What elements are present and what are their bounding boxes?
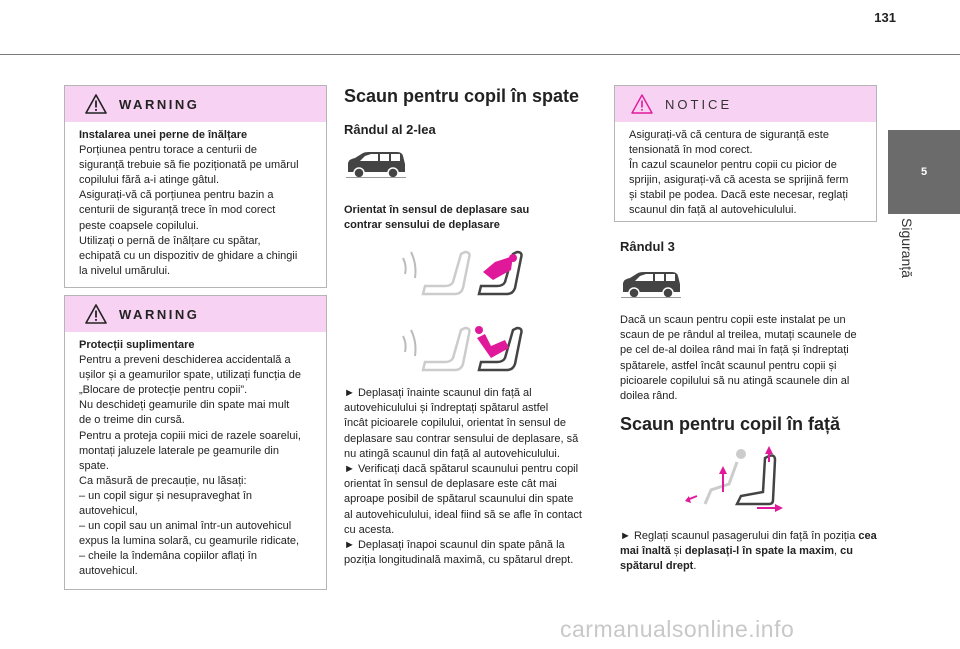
warning-box-protection (64, 295, 327, 590)
rear-seat-title: Scaun pentru copil în spate (344, 86, 580, 106)
front-seat-bold-back: deplasați-l în spate la maxim (684, 545, 834, 558)
warning-triangle-icon (85, 304, 107, 324)
rear-seat-instructions: ► Deplasați înainte scaunul din față al autovehiculului și îndreptați spătarul astfel încât picioarele copilului, orientat în sensul de deplasare sau contrar sensului de deplasare, să nu atingă scaunul din față al autovehiculului. ► Verificați dacă spătarul scaunului pentru copil orientat în sensul de deplasare este cât mai aproape posibil de spătarul scaunului din spate al autovehiculului, ideal fiind să se afle în contact cu acesta. ► Deplasați înapoi scaunul din spate până la poziția longitudinală maximă, cu spătarul drept. (344, 387, 582, 567)
front-passenger-seat-adjust-icon (685, 446, 785, 514)
header-divider (0, 54, 960, 55)
car-icon (345, 150, 407, 180)
warning-triangle-icon (85, 94, 107, 114)
notice-box (614, 85, 877, 222)
forward-facing-child-seat-icon (395, 248, 525, 306)
warning-heading: Protecții suplimentare (79, 339, 195, 351)
page-number: 131 (874, 10, 896, 25)
car-icon (620, 270, 682, 300)
rear-facing-child-seat-icon (395, 318, 525, 376)
row2-title: Rândul al 2-lea (344, 122, 436, 137)
warning-text: Pentru a preveni deschiderea accidentală a ușilor și a geamurilor spate, utilizați funcția de „Blocare de protecție pentru copii”. Nu deschideți geamurile din spate mai mult de o treime din cursă. Pentru a proteja copiii mici de razele soarelui, montați jaluzele laterale pe geamurile din spate. Ca măsură de precauție, nu lăsați: – un copil sigur și nesupraveghat în autovehicul, – un copil sau un animal într-un autovehicul expus la lumina solară, cu geamurile ridicate, – cheile la îndemâna copiilor aflați în autovehicul. (79, 354, 301, 578)
chapter-tab[interactable] (888, 130, 960, 214)
warning-header (65, 86, 326, 122)
warning-box-booster (64, 85, 327, 288)
chapter-label: Siguranță (899, 218, 915, 278)
notice-header (615, 86, 876, 122)
watermark: carmanualsonline.info (560, 616, 795, 642)
orientation-heading: Orientat în sensul de deplasare sau contrar sensului de deplasare (344, 204, 530, 231)
row3-text: Dacă un scaun pentru copii este instalat pe un scaun de pe rândul al treilea, mutați scaunele de pe cel de-al doilea rând mai în față și îndreptați spătarele, astfel încât scaunul pentru copii și picioarele copilului să nu atingă scaunele din al doilea rând. (620, 314, 857, 403)
chapter-number: 5 (920, 166, 928, 178)
warning-header (65, 296, 326, 332)
notice-triangle-icon (631, 94, 653, 114)
front-seat-bold-highest: cea mai înaltă (620, 530, 877, 558)
front-seat-title: Scaun pentru copil în față (620, 414, 841, 434)
warning-text: Porțiunea pentru torace a centurii de siguranță trebuie să fie poziționată pe umărul copilului fără a-i atinge gâtul. Asigurați-vă că porțiunea pentru bazin a centurii de siguranță trece în mod corect peste coapsele copilului. Utilizați o pernă de înălțare cu spătar, echipată cu un dispozitiv de ghidare a chingii la nivelul umărului. (79, 144, 299, 277)
front-seat-bold-upright: cu spătarul drept (620, 545, 853, 573)
warning-title: WARNING (119, 96, 200, 112)
row3-title: Rândul 3 (620, 239, 675, 254)
notice-title: NOTICE (665, 96, 733, 112)
warning-heading: Instalarea unei perne de înălțare (79, 129, 248, 141)
front-seat-text: ► Reglați scaunul pasagerului din față în poziția cea mai înaltă și deplasați-l în spate la maxim, cu spătarul drept. (620, 530, 877, 573)
notice-text: Asigurați-vă că centura de siguranță este tensionată în mod corect. În cazul scaunelor pentru copii cu picior de sprijin, asigurați-vă că acesta se sprijină ferm și stabil pe podea. Dacă este necesar, reglați scaunul din față al autovehiculului. (629, 129, 849, 217)
warning-title: WARNING (119, 306, 200, 322)
